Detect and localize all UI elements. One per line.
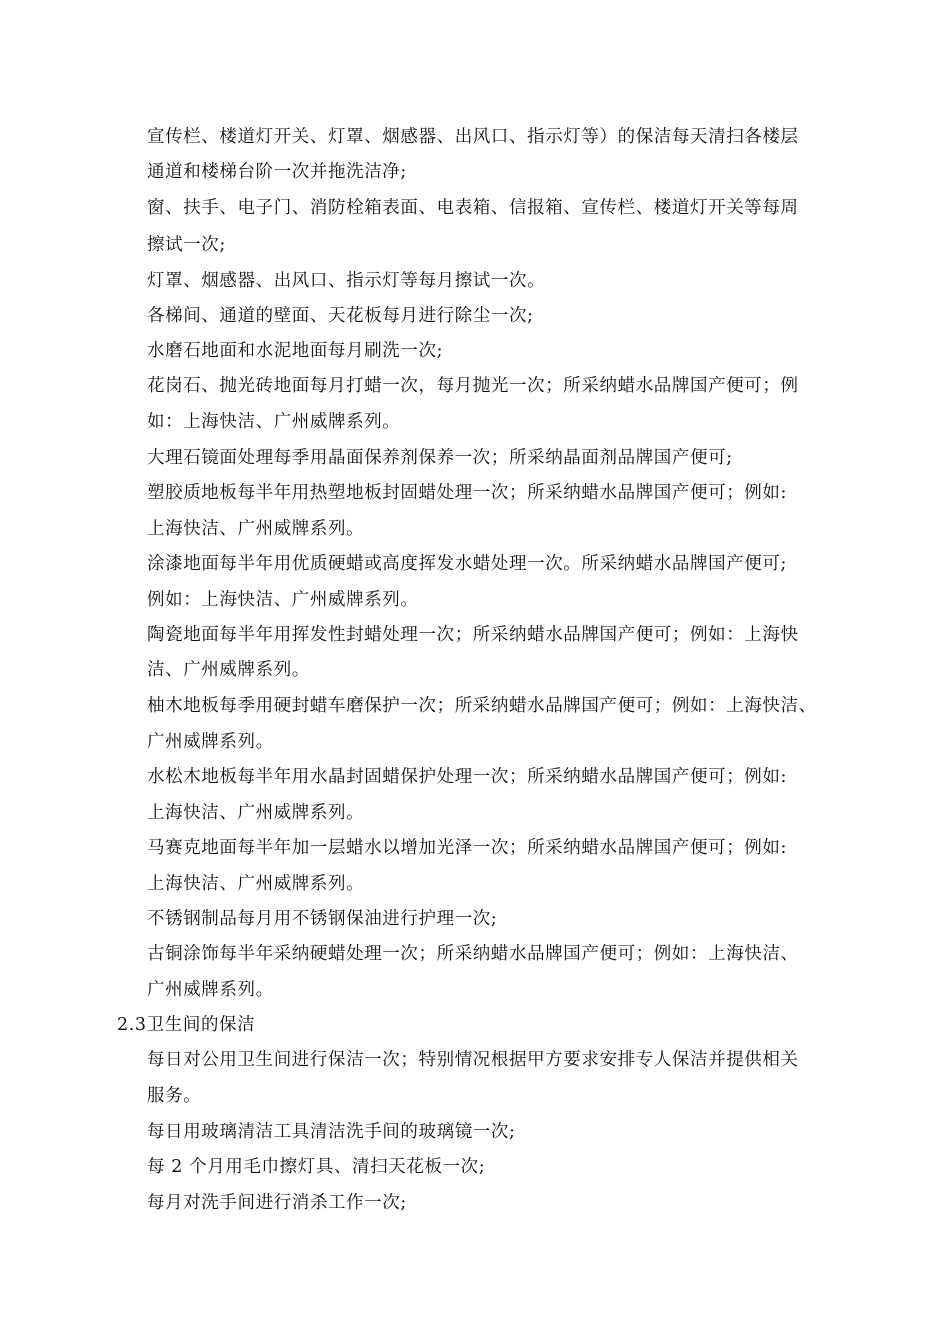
text-line: 上海快洁、广州威牌系列。 <box>147 519 365 539</box>
text-line: 花岗石、抛光砖地面每月打蜡一次，每月抛光一次；所采纳蜡水品牌国产便可；例 <box>147 376 799 396</box>
text-line: 水松木地板每半年用水晶封固蜡保护处理一次；所采纳蜡水品牌国产便可；例如: <box>147 767 787 787</box>
text-line: 塑胶质地板每半年用热塑地板封固蜡处理一次；所采纳蜡水品牌国产便可；例如: <box>147 483 787 503</box>
text-line: 宣传栏、楼道灯开关、灯罩、烟感器、出风口、指示灯等）的保洁每天清扫各楼层 <box>147 127 799 147</box>
text-line: 广州威牌系列。 <box>147 980 274 1000</box>
text-line: 擦试一次; <box>147 235 226 255</box>
text-line: 每月对洗手间进行消杀工作一次; <box>147 1193 407 1213</box>
text-line: 古铜涂饰每半年采纳硬蜡处理一次；所采纳蜡水品牌国产便可；例如：上海快洁、 <box>147 944 799 964</box>
text-line: 马赛克地面每半年加一层蜡水以增加光泽一次；所采纳蜡水品牌国产便可；例如: <box>147 838 787 858</box>
text-line: 每 2 个月用毛巾擦灯具、清扫天花板一次; <box>147 1157 486 1177</box>
text-line: 陶瓷地面每半年用挥发性封蜡处理一次；所采纳蜡水品牌国产便可；例如：上海快 <box>147 625 799 645</box>
text-line: 灯罩、烟感器、出风口、指示灯等每月擦试一次。 <box>147 271 546 291</box>
text-line: 如：上海快洁、广州威牌系列。 <box>147 412 401 432</box>
text-line: 每日用玻璃清洁工具清洁洗手间的玻璃镜一次; <box>147 1122 516 1142</box>
section-heading <box>117 1013 817 1037</box>
text-line: 各梯间、通道的壁面、天花板每月进行除尘一次; <box>147 306 534 326</box>
text-line: 涂漆地面每半年用优质硬蜡或高度挥发水蜡处理一次。所采纳蜡水品牌国产便可; <box>147 554 787 574</box>
text-line: 例如：上海快洁、广州威牌系列。 <box>147 590 419 610</box>
section-number: 2.3 <box>117 1015 147 1035</box>
text-line: 洁、广州威牌系列。 <box>147 660 310 680</box>
text-line: 柚木地板每季用硬封蜡车磨保护一次；所采纳蜡水品牌国产便可；例如：上海快洁、 <box>147 696 817 716</box>
text-line: 窗、扶手、电子门、消防栓箱表面、电表箱、信报箱、宣传栏、楼道灯开关等每周 <box>147 198 799 218</box>
text-line: 通道和楼梯台阶一次并拖洗洁净; <box>147 162 407 182</box>
section-title: 卫生间的保洁 <box>146 1015 256 1035</box>
text-line: 上海快洁、广州威牌系列。 <box>147 874 365 894</box>
text-line: 每日对公用卫生间进行保洁一次；特别情况根据甲方要求安排专人保洁并提供相关 <box>147 1050 799 1070</box>
text-line: 上海快洁、广州威牌系列。 <box>147 803 365 823</box>
text-line: 水磨石地面和水泥地面每月刷洗一次; <box>147 341 444 361</box>
text-line: 服务。 <box>147 1086 202 1106</box>
text-line: 广州威牌系列。 <box>147 732 274 752</box>
text-line: 大理石镜面处理每季用晶面保养剂保养一次；所采纳晶面剂品牌国产便可; <box>147 448 733 468</box>
text-line: 不锈钢制品每月用不锈钢保油进行护理一次; <box>147 909 498 929</box>
